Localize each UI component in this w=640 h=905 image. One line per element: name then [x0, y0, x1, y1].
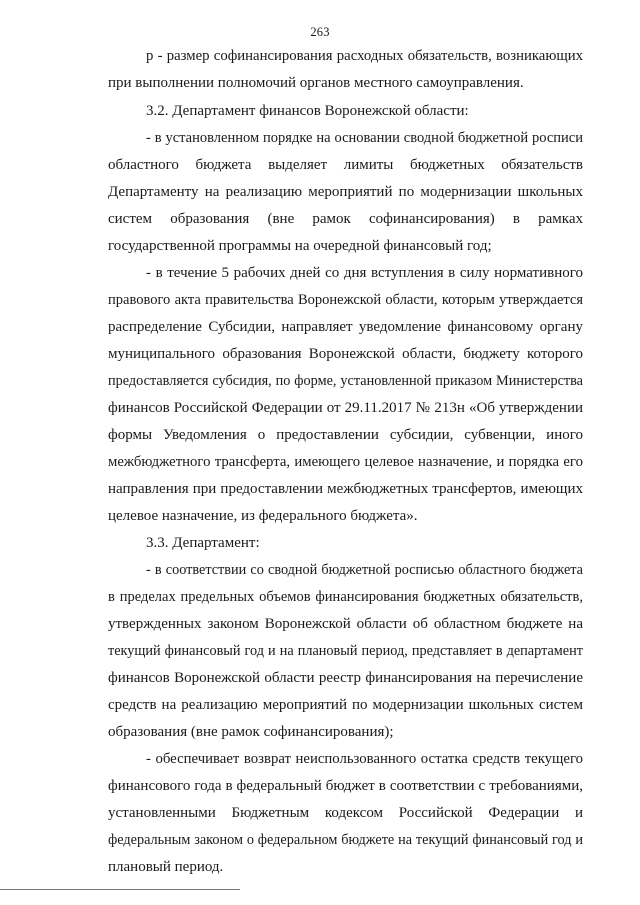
- text-line: средств на реализацию мероприятий по модернизации школьных систем: [108, 697, 583, 713]
- text-line: плановый период.: [108, 859, 224, 875]
- text-line: систем образования (вне рамок софинансирования) в рамках: [108, 211, 583, 227]
- text-line: целевое назначение, из федерального бюджета».: [108, 508, 418, 524]
- text-line: предоставляется субсидия, по форме, установленной приказом Министерства: [108, 373, 583, 389]
- text-line: - в установленном порядке на основании сводной бюджетной росписи: [146, 130, 583, 146]
- text-line: текущий финансовый год и на плановый период, представляет в департамент: [108, 643, 583, 659]
- text-line: - в соответствии со сводной бюджетной росписью областного бюджета: [146, 562, 583, 578]
- text-line: образования (вне рамок софинансирования);: [108, 724, 394, 740]
- text-line: - обеспечивает возврат неиспользованного остатка средств текущего: [146, 751, 583, 767]
- text-line: областного бюджета выделяет лимиты бюджетных обязательств: [108, 157, 583, 173]
- text-line: формы Уведомления о предоставлении субсидии, субвенции, иного: [108, 427, 583, 443]
- text-line: установленными Бюджетным кодексом Российской Федерации и: [108, 805, 583, 821]
- footer-rule: [0, 889, 240, 890]
- page-number: 263: [310, 25, 330, 39]
- text-line: межбюджетного трансферта, имеющего целевое назначение, и порядка его: [108, 454, 583, 470]
- text-line: финансов Российской Федерации от 29.11.2017 № 213н «Об утверждении: [108, 400, 583, 416]
- text-line: распределение Субсидии, направляет уведомление финансовому органу: [108, 319, 583, 335]
- text-line: правового акта правительства Воронежской области, которым утверждается: [108, 292, 583, 308]
- section-heading: 3.3. Департамент:: [146, 535, 260, 551]
- text-line: при выполнении полномочий органов местного самоуправления.: [108, 75, 524, 91]
- text-line: государственной программы на очередной финансовый год;: [108, 238, 492, 254]
- text-line: Департаменту на реализацию мероприятий по модернизации школьных: [108, 184, 583, 200]
- text-line: p - размер софинансирования расходных обязательств, возникающих: [146, 48, 583, 64]
- text-line: утвержденных законом Воронежской области об областном бюджете на: [108, 616, 583, 632]
- text-line: - в течение 5 рабочих дней со дня вступления в силу нормативного: [146, 265, 583, 281]
- text-line: федеральным законом о федеральном бюджете на текущий финансовый год и: [108, 832, 583, 848]
- section-heading: 3.2. Департамент финансов Воронежской области:: [146, 103, 469, 119]
- text-line: финансов Воронежской области реестр финансирования на перечисление: [108, 670, 583, 686]
- text-line: направления при предоставлении межбюджетных трансфертов, имеющих: [108, 481, 583, 497]
- text-line: муниципального образования Воронежской области, бюджету которого: [108, 346, 583, 362]
- text-line: финансового года в федеральный бюджет в соответствии с требованиями,: [108, 778, 583, 794]
- text-line: в пределах предельных объемов финансирования бюджетных обязательств,: [108, 589, 583, 605]
